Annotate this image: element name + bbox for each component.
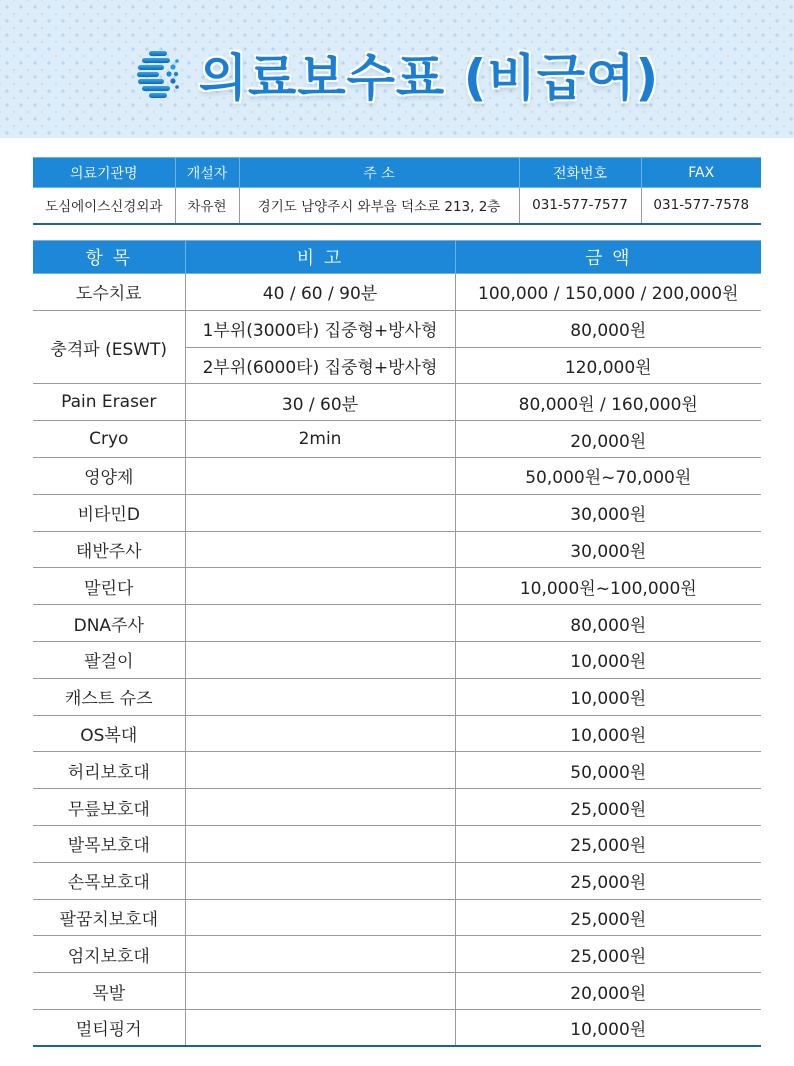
- table-row: [33, 421, 761, 458]
- table-row: [33, 384, 761, 421]
- item-name: 영양제: [33, 457, 185, 494]
- item-note: [185, 605, 455, 642]
- table-row: [33, 973, 761, 1010]
- item-name: Cryo: [33, 421, 185, 458]
- page-title: 의료보수표 (비급여): [198, 49, 660, 107]
- item-amount: 120,000원: [455, 347, 761, 384]
- item-amount: 10,000원: [455, 1009, 761, 1046]
- table-row: [33, 641, 761, 678]
- price-header-amount: 금 액: [455, 241, 761, 274]
- clinic-info-header: 의료기관명: [33, 158, 175, 188]
- globe-logo-icon: [135, 47, 181, 101]
- item-amount: 10,000원: [455, 678, 761, 715]
- item-name: DNA주사: [33, 605, 185, 642]
- founder-name: 차유현: [175, 188, 239, 224]
- table-row: [33, 752, 761, 789]
- price-header-item: 항 목: [33, 241, 185, 274]
- title-wrap: [0, 34, 794, 114]
- item-amount: 25,000원: [455, 789, 761, 826]
- item-note: [185, 531, 455, 568]
- clinic-info-header: FAX: [641, 158, 761, 188]
- table-row: [33, 1009, 761, 1046]
- item-name: Pain Eraser: [33, 384, 185, 421]
- item-note: [185, 678, 455, 715]
- phone-number: 031-577-7577: [519, 188, 641, 224]
- item-note: 30 / 60분: [185, 384, 455, 421]
- item-amount: 80,000원: [455, 310, 761, 347]
- item-note: 40 / 60 / 90분: [185, 274, 455, 311]
- table-row: [33, 568, 761, 605]
- price-header-note: 비 고: [185, 241, 455, 274]
- item-amount: 25,000원: [455, 825, 761, 862]
- item-name: 팔꿈치보호대: [33, 899, 185, 936]
- table-row: [33, 457, 761, 494]
- item-name: 무릎보호대: [33, 789, 185, 826]
- table-row: [33, 789, 761, 826]
- table-row: [33, 825, 761, 862]
- clinic-info-header: 주 소: [239, 158, 519, 188]
- price-header-row: [33, 241, 761, 274]
- item-amount: 30,000원: [455, 494, 761, 531]
- item-amount: 25,000원: [455, 862, 761, 899]
- table-row: [33, 936, 761, 973]
- table-row: [33, 274, 761, 311]
- table-row: [33, 605, 761, 642]
- item-name: 팔걸이: [33, 641, 185, 678]
- clinic-info-value-row: [33, 188, 761, 224]
- table-row: [33, 310, 761, 347]
- item-note: [185, 752, 455, 789]
- item-amount: 25,000원: [455, 899, 761, 936]
- item-note: [185, 568, 455, 605]
- item-note: [185, 1009, 455, 1046]
- item-note: [185, 494, 455, 531]
- item-amount: 50,000원~70,000원: [455, 457, 761, 494]
- item-amount: 25,000원: [455, 936, 761, 973]
- item-amount: 80,000원 / 160,000원: [455, 384, 761, 421]
- item-amount: 20,000원: [455, 973, 761, 1010]
- item-note: 1부위(3000타) 집중형+방사형: [185, 310, 455, 347]
- item-note: [185, 936, 455, 973]
- item-amount: 10,000원: [455, 715, 761, 752]
- item-name: 발목보호대: [33, 825, 185, 862]
- item-amount: 10,000원: [455, 641, 761, 678]
- item-amount: 10,000원~100,000원: [455, 568, 761, 605]
- item-amount: 100,000 / 150,000 / 200,000원: [455, 274, 761, 311]
- item-note: 2부위(6000타) 집중형+방사형: [185, 347, 455, 384]
- item-note: [185, 641, 455, 678]
- item-name: 도수치료: [33, 274, 185, 311]
- clinic-info-table: [33, 157, 761, 225]
- clinic-name: 도심에이스신경외과: [33, 188, 175, 224]
- item-note: [185, 973, 455, 1010]
- item-name: 멀티핑거: [33, 1009, 185, 1046]
- item-name: 태반주사: [33, 531, 185, 568]
- table-row: [33, 862, 761, 899]
- item-name: 허리보호대: [33, 752, 185, 789]
- table-row: [33, 715, 761, 752]
- item-note: [185, 457, 455, 494]
- item-name: 엄지보호대: [33, 936, 185, 973]
- table-row: [33, 678, 761, 715]
- item-note: [185, 825, 455, 862]
- item-note: [185, 862, 455, 899]
- item-name: OS복대: [33, 715, 185, 752]
- clinic-info-header: 개설자: [175, 158, 239, 188]
- table-row: [33, 531, 761, 568]
- item-name: 말린다: [33, 568, 185, 605]
- clinic-address: 경기도 남양주시 와부읍 덕소로 213, 2층: [239, 188, 519, 224]
- item-name: 비타민D: [33, 494, 185, 531]
- item-name: 목발: [33, 973, 185, 1010]
- clinic-info-header: 전화번호: [519, 158, 641, 188]
- item-note: [185, 715, 455, 752]
- item-amount: 80,000원: [455, 605, 761, 642]
- item-note: [185, 899, 455, 936]
- item-amount: 20,000원: [455, 421, 761, 458]
- item-name: 손목보호대: [33, 862, 185, 899]
- item-amount: 50,000원: [455, 752, 761, 789]
- item-amount: 30,000원: [455, 531, 761, 568]
- table-row: [33, 494, 761, 531]
- price-table: [33, 240, 761, 1047]
- header-banner: [0, 0, 794, 138]
- clinic-info-header-row: [33, 158, 761, 188]
- item-name: 충격파 (ESWT): [33, 310, 185, 384]
- item-name: 캐스트 슈즈: [33, 678, 185, 715]
- item-note: [185, 789, 455, 826]
- fax-number: 031-577-7578: [641, 188, 761, 224]
- table-row: [33, 899, 761, 936]
- item-note: 2min: [185, 421, 455, 458]
